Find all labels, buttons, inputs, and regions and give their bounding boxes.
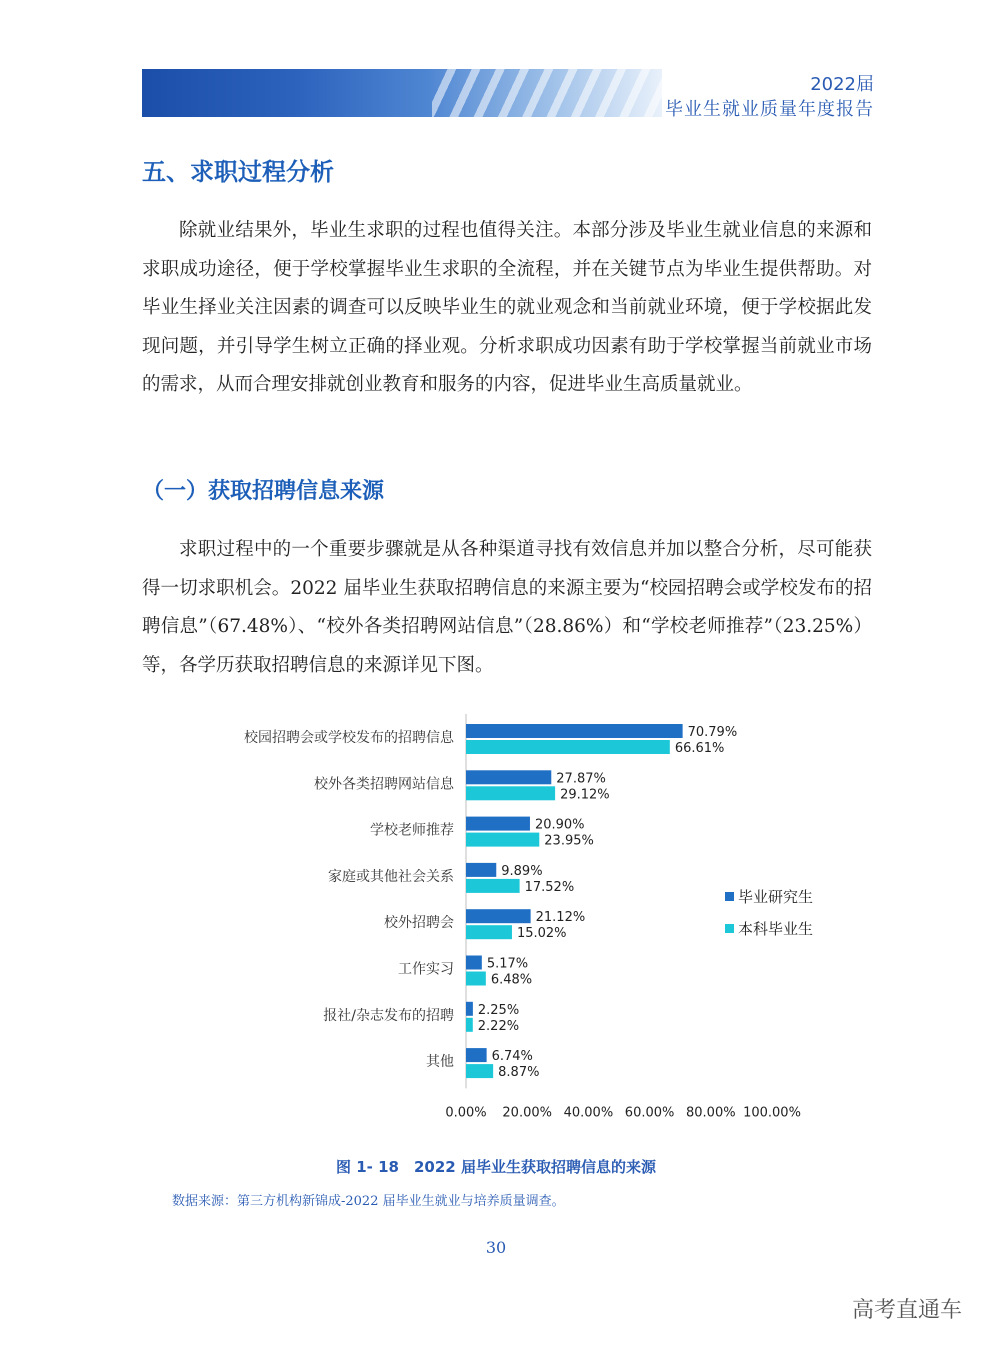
header-year: 2022届 <box>810 74 874 95</box>
x-tick-label: 40.00% <box>563 1105 614 1121</box>
bar-graduate <box>466 817 530 831</box>
section-title: 五、求职过程分析 <box>142 158 334 186</box>
category-label: 报社/杂志发布的招聘 <box>323 1007 454 1024</box>
x-tick-label: 60.00% <box>624 1105 675 1121</box>
category-label: 校外各类招聘网站信息 <box>314 776 454 793</box>
data-label: 2.22% <box>477 1018 520 1034</box>
data-label: 15.02% <box>516 926 567 942</box>
bar-undergraduate <box>466 879 520 893</box>
category-label: 家庭或其他社会关系 <box>328 868 454 885</box>
bar-undergraduate <box>466 1064 493 1078</box>
data-label: 8.87% <box>498 1065 540 1081</box>
category-label: 学校老师推荐 <box>370 822 454 839</box>
x-tick-label: 80.00% <box>686 1105 736 1121</box>
recruitment-source-bar-chart <box>142 700 862 1130</box>
bar-graduate <box>466 909 531 923</box>
data-label: 29.12% <box>560 787 610 803</box>
bar-undergraduate <box>466 740 670 754</box>
bar-undergraduate <box>466 972 486 986</box>
data-label: 27.87% <box>556 771 606 787</box>
legend-swatch <box>725 892 734 901</box>
section-paragraph: 除就业结果外，毕业生求职的过程也值得关注。本部分涉及毕业生就业信息的来源和求职成功途径，便于学校掌握毕业生求职的全流程，并在关键节点为毕业生提供帮助。对毕业生择业关注因素的调查可以反映毕业生的就业观念和当前就业环境，便于学校据此发现问题，并引导学生树立正确的择业观。分析求职成功因素有助于学校掌握当前就业市场的需求，从而合理安排就创业教育和服务的内容，促进毕业生高质量就业。 <box>142 220 872 395</box>
bar-graduate <box>466 863 496 877</box>
data-label: 66.61% <box>674 741 725 756</box>
subsection-title: （一）获取招聘信息来源 <box>142 479 385 504</box>
bar-graduate <box>466 1048 487 1062</box>
category-label: 其他 <box>426 1054 454 1071</box>
legend-swatch <box>725 924 734 933</box>
page-number: 30 <box>485 1238 507 1257</box>
bar-undergraduate <box>466 786 555 800</box>
x-tick-label: 0.00% <box>445 1105 487 1121</box>
header-report-title: 毕业生就业质量年度报告 <box>665 99 874 120</box>
subsection-paragraph: 求职过程中的一个重要步骤就是从各种渠道寻找有效信息并加以整合分析，尽可能获得一切求职机会。2022 届毕业生获取招聘信息的来源主要为“校园招聘会或学校发布的招聘信息”（67.48%）、“校外各类招聘网站信息”（28.86%）和“学校老师推荐”（23.25%）等，各学历获取招聘信息的来源详见下图。 <box>142 539 872 676</box>
data-label: 23.95% <box>544 833 594 849</box>
figure-caption: 图 1- 18 2022 届毕业生获取招聘信息的来源 <box>336 1158 656 1176</box>
category-label: 工作实习 <box>398 961 454 978</box>
bar-undergraduate <box>466 833 539 847</box>
data-label: 17.52% <box>524 879 575 895</box>
bar-undergraduate <box>466 925 512 939</box>
header-stripes <box>432 69 662 117</box>
bar-graduate <box>466 1002 473 1016</box>
data-label: 70.79% <box>687 725 738 740</box>
data-label: 20.90% <box>534 817 585 833</box>
header-banner <box>142 69 662 117</box>
data-label: 5.17% <box>486 956 529 972</box>
legend-entry: 毕业研究生 <box>738 888 814 906</box>
x-tick-label: 20.00% <box>502 1105 552 1121</box>
data-label: 21.12% <box>535 910 586 926</box>
x-tick-label: 100.00% <box>743 1105 801 1121</box>
data-source-note: 数据来源：第三方机构新锦成-2022 届毕业生就业与培养质量调查。 <box>172 1194 565 1209</box>
bar-graduate <box>466 770 551 784</box>
watermark-text: 高考直通车 <box>851 1298 962 1323</box>
data-label: 2.25% <box>477 1002 520 1018</box>
data-label: 6.48% <box>490 972 533 988</box>
legend-entry: 本科毕业生 <box>738 920 814 938</box>
bar-graduate <box>466 956 482 970</box>
category-label: 校园招聘会或学校发布的招聘信息 <box>244 730 454 746</box>
data-label: 6.74% <box>491 1049 533 1065</box>
category-label: 校外招聘会 <box>384 915 454 932</box>
bar-graduate <box>466 724 683 738</box>
bar-undergraduate <box>466 1018 473 1032</box>
data-label: 9.89% <box>501 863 543 879</box>
